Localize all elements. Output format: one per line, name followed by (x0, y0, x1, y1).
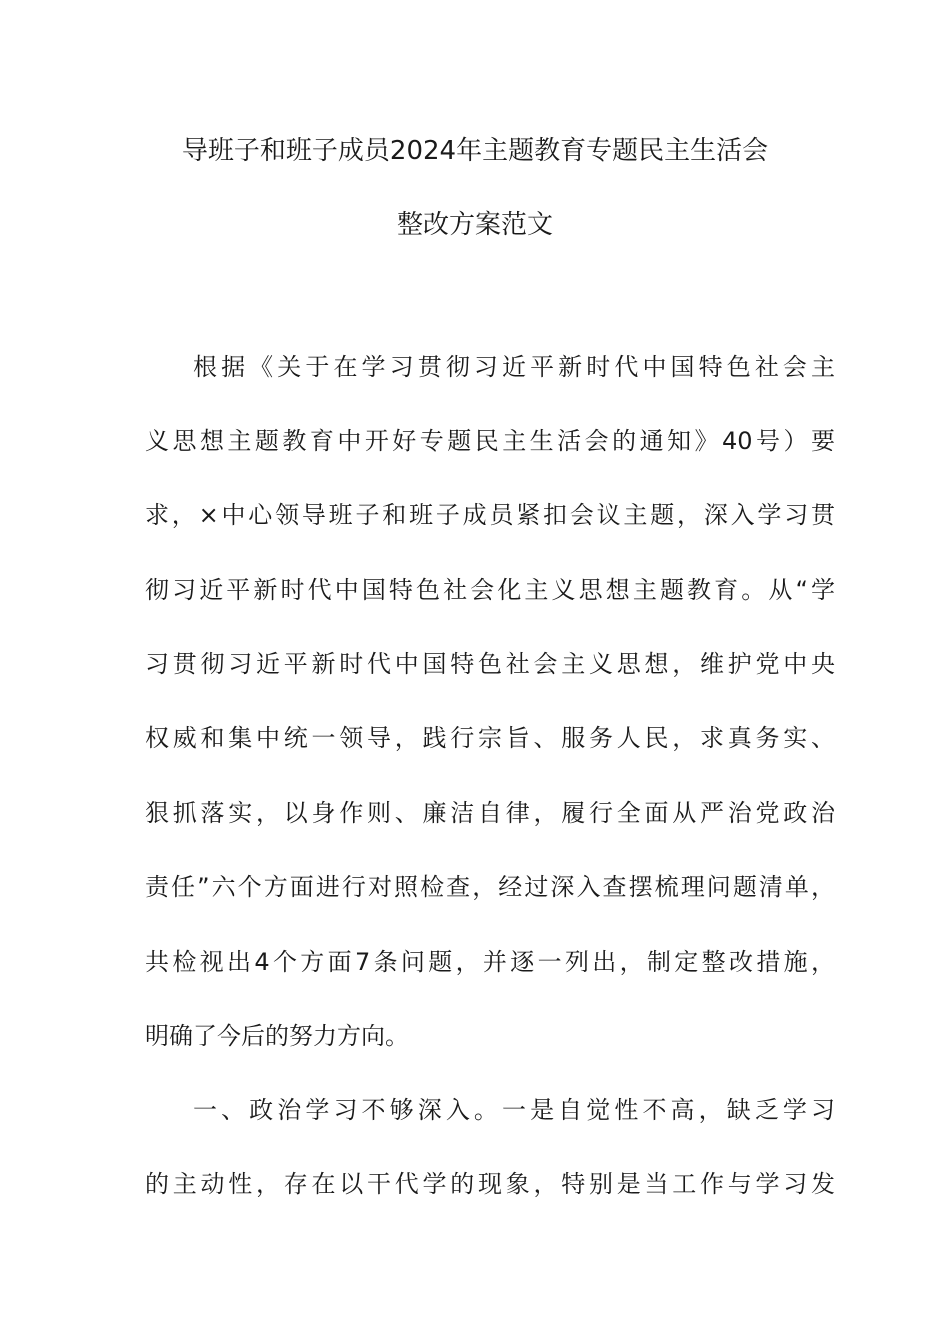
paragraph-line: 彻习近平新时代中国特色社会化主义思想主题教育。从“学 (145, 576, 835, 604)
document-title-line-1: 导班子和班子成员2024年主题教育专题民主生活会 (181, 136, 769, 166)
paragraph-line: 义思想主题教育中开好专题民主生活会的通知》40号）要 (145, 427, 835, 455)
document-title-line-2: 整改方案范文 (396, 210, 553, 240)
paragraph-line: 习贯彻习近平新时代中国特色社会主义思想，维护党中央 (145, 650, 835, 678)
paragraph-line: 责任”六个方面进行对照检查，经过深入查摆梳理问题清单， (145, 873, 835, 901)
paragraph-line: 共检视出4个方面7条问题，并逐一列出，制定整改措施， (145, 948, 835, 976)
paragraph-line: 求，×中心领导班子和班子成员紧扣会议主题，深入学习贯 (145, 501, 835, 529)
paragraph-line: 狠抓落实，以身作则、廉洁自律，履行全面从严治党政治 (145, 799, 835, 827)
paragraph-line: 的主动性，存在以干代学的现象，特别是当工作与学习发 (145, 1170, 835, 1198)
paragraph-line: 根据《关于在学习贯彻习近平新时代中国特色社会主 (193, 353, 835, 381)
paragraph-line: 明确了今后的努力方向。 (145, 1022, 409, 1050)
paragraph-line: 权威和集中统一领导，践行宗旨、服务人民，求真务实、 (145, 724, 835, 752)
paragraph-line: 一、政治学习不够深入。一是自觉性不高，缺乏学习 (193, 1096, 835, 1124)
